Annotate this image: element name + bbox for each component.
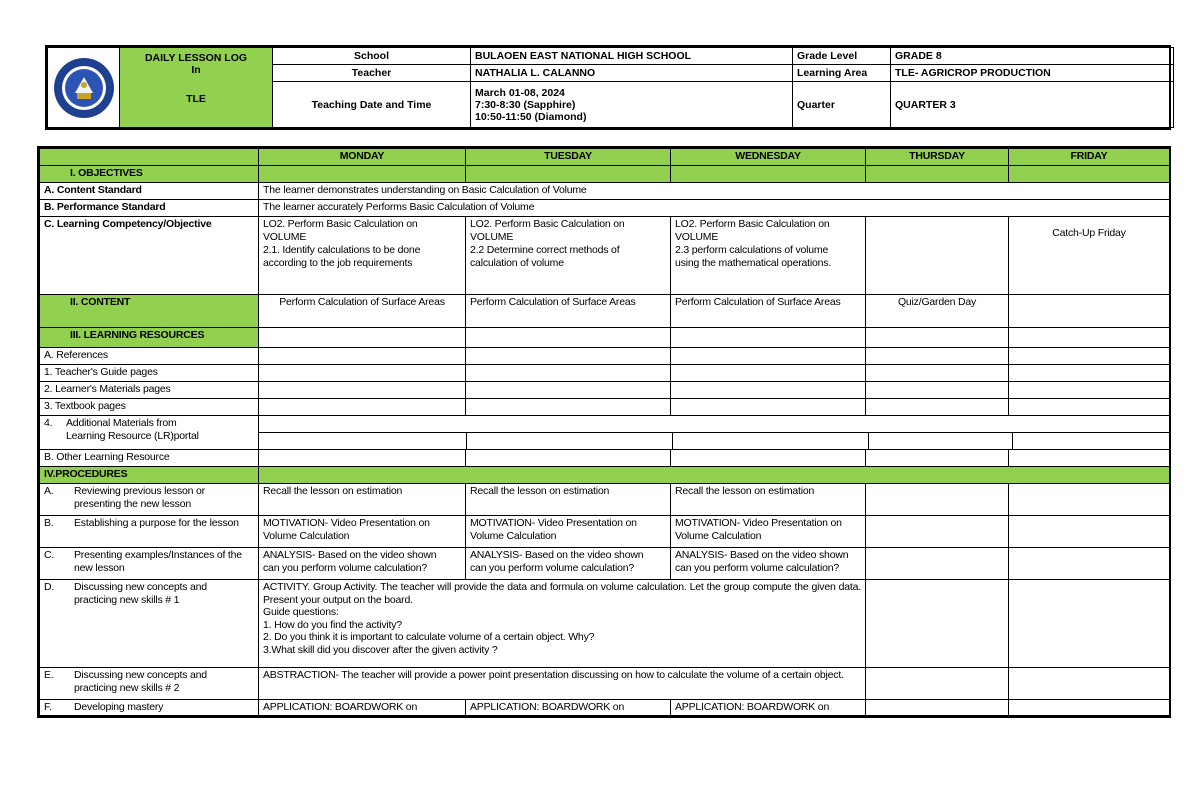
procedure-e-line: Discussing new concepts and [74, 669, 207, 681]
procedure-f-fri [1009, 700, 1170, 716]
objectives-heading: I. OBJECTIVES [40, 166, 259, 183]
other-resource-row [40, 450, 1170, 467]
procedure-f-line: Developing mastery [74, 701, 164, 713]
procedure-a-tue: Recall the lesson on estimation [466, 484, 671, 516]
procedure-b-row [40, 516, 1170, 548]
objectives-wed [671, 166, 866, 183]
resources-mon [259, 328, 466, 348]
procedure-letter: D. [44, 581, 55, 593]
competency-mon-line: according to the job requirements [263, 257, 413, 269]
procedure-c-tue-line: can you perform volume calculation? [470, 562, 635, 574]
procedure-f-row [40, 700, 1170, 716]
references-row [40, 348, 1170, 365]
day-friday: FRIDAY [1009, 149, 1170, 166]
procedure-c-wed [671, 548, 866, 580]
procedure-c-mon-line: ANALYSIS- Based on the video shown [263, 549, 437, 561]
day-wednesday: WEDNESDAY [671, 149, 866, 166]
competency-wed-line: LO2. Perform Basic Calculation on [675, 218, 830, 230]
procedure-d-text: ACTIVITY. Group Activity. The teacher will provide the data and formula on volume calculation. Let the group compute the given data. Present your output on the board. [263, 581, 861, 606]
content-wed: Perform Calculation of Surface Areas [671, 295, 866, 328]
procedure-f-tue: APPLICATION: BOARDWORK on [466, 700, 671, 716]
procedure-c-tue-line: ANALYSIS- Based on the video shown [470, 549, 644, 561]
competency-thu [866, 217, 1009, 295]
grade-value: GRADE 8 [891, 48, 1174, 65]
procedure-c-line: new lesson [74, 562, 125, 574]
content-fri [1009, 295, 1170, 328]
school-label: School [273, 48, 471, 65]
date-line-1: March 01-08, 2024 [475, 86, 565, 99]
teachers-guide-wed [671, 365, 866, 382]
objectives-thu [866, 166, 1009, 183]
content-row [40, 295, 1170, 328]
procedure-c-wed-line: ANALYSIS- Based on the video shown [675, 549, 849, 561]
procedure-d-text: 3.What skill did you discover after the given activity ? [263, 643, 498, 656]
procedure-d-thu [866, 580, 1009, 668]
objectives-mon [259, 166, 466, 183]
procedure-letter: C. [44, 549, 55, 561]
grade-label: Grade Level [793, 48, 891, 65]
learners-materials-fri [1009, 382, 1170, 399]
procedure-d-line: Discussing new concepts and [74, 581, 207, 593]
date-line-2: 7:30-8:30 (Sapphire) [475, 98, 576, 111]
additional-num: 4. [44, 417, 53, 429]
procedure-b-mon-line: Volume Calculation [263, 530, 350, 542]
other-resource-wed [671, 450, 866, 467]
procedure-d-fri [1009, 580, 1170, 668]
references-tue [466, 348, 671, 365]
procedure-e-value: ABSTRACTION- The teacher will provide a power point presentation discussing on how to calculate the volume of a certain object. [259, 668, 866, 700]
procedure-d-text: 1. How do you find the activity? [263, 618, 402, 631]
date-label: Teaching Date and Time [273, 82, 471, 128]
additional-line: Additional Materials from [66, 417, 177, 429]
date-line-3: 10:50-11:50 (Diamond) [475, 110, 587, 123]
references-fri [1009, 348, 1170, 365]
procedure-b-mon [259, 516, 466, 548]
procedure-a-fri [1009, 484, 1170, 516]
resources-thu [866, 328, 1009, 348]
procedure-letter: A. [44, 485, 54, 497]
textbook-thu [866, 399, 1009, 416]
other-resource-thu [866, 450, 1009, 467]
content-thu: Quiz/Garden Day [866, 295, 1009, 328]
quarter-value: QUARTER 3 [891, 82, 1174, 128]
procedure-c-mon-line: can you perform volume calculation? [263, 562, 428, 574]
textbook-wed [671, 399, 866, 416]
title-line-2: In [191, 64, 201, 76]
seal-cell [48, 48, 120, 128]
teachers-guide-mon [259, 365, 466, 382]
references-label: A. References [40, 348, 259, 365]
procedure-c-line: Presenting examples/Instances of the [74, 549, 242, 561]
procedure-b-label [40, 516, 259, 548]
additional-materials-label [40, 416, 259, 450]
teachers-guide-fri [1009, 365, 1170, 382]
performance-standard-value: The learner accurately Performs Basic Calculation of Volume [259, 200, 1170, 217]
procedure-b-tue [466, 516, 671, 548]
area-value: TLE- AGRICROP PRODUCTION [891, 65, 1174, 82]
procedure-c-mon [259, 548, 466, 580]
procedure-a-line: Reviewing previous lesson or [74, 485, 205, 497]
procedure-c-row [40, 548, 1170, 580]
resources-fri [1009, 328, 1170, 348]
resources-wed [671, 328, 866, 348]
teacher-value: NATHALIA L. CALANNO [471, 65, 793, 82]
resources-tue [466, 328, 671, 348]
procedure-b-tue-line: Volume Calculation [470, 530, 557, 542]
objectives-fri [1009, 166, 1170, 183]
header-table [47, 47, 1174, 128]
procedure-f-mon: APPLICATION: BOARDWORK on [259, 700, 466, 716]
content-heading: II. CONTENT [40, 295, 259, 328]
learners-materials-thu [866, 382, 1009, 399]
references-thu [866, 348, 1009, 365]
additional-materials-cells [259, 416, 1170, 450]
competency-tue [466, 217, 671, 295]
teacher-label: Teacher [273, 65, 471, 82]
procedure-c-tue [466, 548, 671, 580]
competency-tue-line: VOLUME [470, 231, 514, 243]
title-cell [120, 48, 273, 128]
competency-wed-line: VOLUME [675, 231, 719, 243]
procedure-e-row [40, 668, 1170, 700]
teachers-guide-thu [866, 365, 1009, 382]
procedure-c-thu [866, 548, 1009, 580]
procedures-band [259, 467, 1170, 484]
additional-line: Learning Resource (LR)portal [66, 430, 199, 442]
other-resource-tue [466, 450, 671, 467]
competency-mon-line: 2.1. Identify calculations to be done [263, 244, 421, 256]
days-corner [40, 149, 259, 166]
procedure-d-text: Guide questions: [263, 606, 339, 618]
textbook-fri [1009, 399, 1170, 416]
competency-wed [671, 217, 866, 295]
learners-materials-row [40, 382, 1170, 399]
objectives-row [40, 166, 1170, 183]
competency-tue-line: calculation of volume [470, 257, 564, 269]
procedure-d-line: practicing new skills # 1 [74, 594, 180, 606]
procedure-e-line: practicing new skills # 2 [74, 682, 180, 694]
quarter-label: Quarter [793, 82, 891, 128]
procedure-c-wed-line: can you perform volume calculation? [675, 562, 840, 574]
competency-tue-line: LO2. Perform Basic Calculation on [470, 218, 625, 230]
lesson-log-table [39, 148, 1170, 716]
procedures-row [40, 467, 1170, 484]
procedure-e-thu [866, 668, 1009, 700]
textbook-mon [259, 399, 466, 416]
procedure-a-mon: Recall the lesson on estimation [259, 484, 466, 516]
resources-heading: III. LEARNING RESOURCES [40, 328, 259, 348]
procedure-letter: F. [44, 701, 52, 713]
competency-tue-line: 2.2 Determine correct methods of [470, 244, 620, 256]
procedure-d-label [40, 580, 259, 668]
textbook-tue [466, 399, 671, 416]
procedure-f-wed: APPLICATION: BOARDWORK on [671, 700, 866, 716]
competency-wed-line: 2.3 perform calculations of volume [675, 244, 829, 256]
competency-mon-line: LO2. Perform Basic Calculation on [263, 218, 418, 230]
date-value [471, 82, 793, 128]
procedure-b-wed-line: MOTIVATION- Video Presentation on [675, 517, 842, 529]
resources-row [40, 328, 1170, 348]
procedure-b-fri [1009, 516, 1170, 548]
content-mon: Perform Calculation of Surface Areas [259, 295, 466, 328]
procedure-a-line: presenting the new lesson [74, 498, 191, 510]
learners-materials-wed [671, 382, 866, 399]
competency-label: C. Learning Competency/Objective [40, 217, 259, 295]
day-monday: MONDAY [259, 149, 466, 166]
competency-mon [259, 217, 466, 295]
teachers-guide-row [40, 365, 1170, 382]
days-row [40, 149, 1170, 166]
procedure-d-row [40, 580, 1170, 668]
procedure-letter: B. [44, 517, 54, 529]
school-value: BULAOEN EAST NATIONAL HIGH SCHOOL [471, 48, 793, 65]
procedure-f-thu [866, 700, 1009, 716]
competency-fri: Catch-Up Friday [1009, 217, 1170, 295]
procedure-a-label [40, 484, 259, 516]
procedure-e-label [40, 668, 259, 700]
procedure-c-label [40, 548, 259, 580]
procedure-f-label [40, 700, 259, 716]
other-resource-fri [1009, 450, 1170, 467]
teachers-guide-label: 1. Teacher's Guide pages [40, 365, 259, 382]
procedure-b-wed [671, 516, 866, 548]
learners-materials-mon [259, 382, 466, 399]
procedure-a-thu [866, 484, 1009, 516]
procedure-b-mon-line: MOTIVATION- Video Presentation on [263, 517, 430, 529]
other-resource-label: B. Other Learning Resource [40, 450, 259, 467]
deped-seal-icon [53, 57, 115, 119]
procedure-d-value [259, 580, 866, 668]
procedure-b-tue-line: MOTIVATION- Video Presentation on [470, 517, 637, 529]
lesson-log-block [37, 146, 1171, 718]
learners-materials-label: 2. Learner's Materials pages [40, 382, 259, 399]
textbook-row [40, 399, 1170, 416]
procedures-heading: IV.PROCEDURES [40, 467, 259, 484]
content-standard-value: The learner demonstrates understanding on Basic Calculation of Volume [259, 183, 1170, 200]
other-resource-mon [259, 450, 466, 467]
competency-row [40, 217, 1170, 295]
title-line-1: DAILY LESSON LOG [144, 52, 248, 64]
title-line-3: TLE [186, 93, 206, 105]
objectives-tue [466, 166, 671, 183]
day-thursday: THURSDAY [866, 149, 1009, 166]
content-standard-label: A. Content Standard [40, 183, 259, 200]
additional-materials-row [40, 416, 1170, 450]
procedure-e-fri [1009, 668, 1170, 700]
performance-standard-row [40, 200, 1170, 217]
performance-standard-label: B. Performance Standard [40, 200, 259, 217]
procedure-b-thu [866, 516, 1009, 548]
references-mon [259, 348, 466, 365]
teachers-guide-tue [466, 365, 671, 382]
textbook-label: 3. Textbook pages [40, 399, 259, 416]
content-standard-row [40, 183, 1170, 200]
learners-materials-tue [466, 382, 671, 399]
procedure-letter: E. [44, 669, 54, 681]
procedure-d-text: 2. Do you think it is important to calculate volume of a certain object. Why? [263, 631, 595, 643]
procedure-b-line: Establishing a purpose for the lesson [74, 517, 239, 529]
header-block [45, 45, 1171, 130]
competency-mon-line: VOLUME [263, 231, 307, 243]
procedure-c-fri [1009, 548, 1170, 580]
procedure-a-wed: Recall the lesson on estimation [671, 484, 866, 516]
area-label: Learning Area [793, 65, 891, 82]
references-wed [671, 348, 866, 365]
day-tuesday: TUESDAY [466, 149, 671, 166]
procedure-a-row [40, 484, 1170, 516]
procedure-b-wed-line: Volume Calculation [675, 530, 762, 542]
content-tue: Perform Calculation of Surface Areas [466, 295, 671, 328]
competency-wed-line: using the mathematical operations. [675, 257, 832, 269]
